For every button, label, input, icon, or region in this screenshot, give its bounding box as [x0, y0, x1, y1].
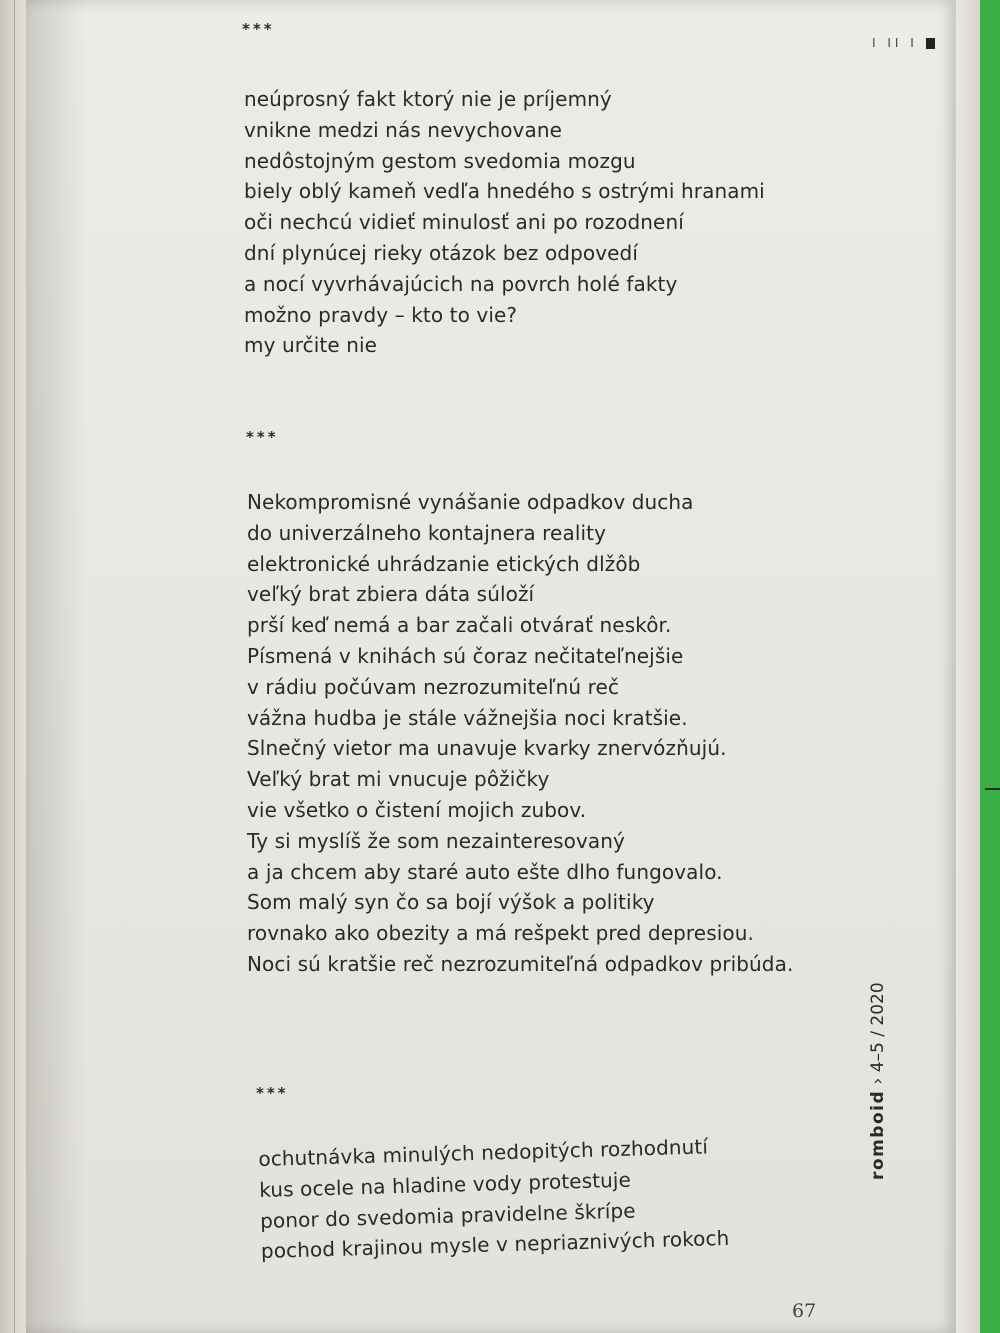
poem-line: prší keď nemá a bar začali otvárať neskôr. [247, 613, 672, 638]
print-marks [872, 36, 935, 50]
section-separator-2: *** [246, 428, 279, 446]
poem-line: a ja chcem aby staré auto ešte dlho fungovalo. [247, 859, 723, 884]
poem-line: a nocí vyvrhávajúcich na povrch holé fakty [244, 271, 678, 296]
poem-line: ochutnávka minulých nedopitých rozhodnutí [258, 1134, 709, 1171]
section-separator-1: *** [242, 20, 275, 38]
poem-line: oči nechcú vidieť minulosť ani po rozodnení [244, 210, 684, 235]
poem-line: veľký brat zbiera dáta súloží [247, 582, 535, 607]
poem-line: ponor do svedomia pravidelne škrípe [259, 1198, 636, 1233]
poem-line: do univerzálneho kontajnera reality [247, 520, 607, 545]
poem-line: my určite nie [244, 333, 378, 358]
poem-line: elektronické uhrádzanie etických dlžôb [247, 551, 641, 576]
poem-line: Písmená v knihách sú čoraz nečitateľnejšie [247, 643, 684, 668]
poem-line: Noci sú kratšie reč nezrozumiteľná odpadkov pribúda. [247, 951, 794, 976]
poem-line: Som malý syn čo sa bojí výšok a politiky [247, 890, 655, 915]
poem-line: vie všetko o čistení mojich zubov. [247, 797, 587, 822]
print-mark-block [926, 38, 935, 49]
journal-issue: › 4–5 / 2020 [868, 982, 888, 1085]
poem-stanza-3 [258, 1131, 730, 1267]
page-number: 67 [792, 1300, 817, 1322]
poem-line: vážna hudba je stále vážnejšia noci kratšie. [247, 705, 688, 730]
poem-line: Veľký brat mi vnucuje pôžičky [247, 767, 550, 792]
journal-name: romboid [868, 1089, 888, 1180]
poem-line: v rádiu počúvam nezrozumiteľnú reč [247, 674, 620, 699]
poem-line: Nekompromisné vynášanie odpadkov ducha [247, 490, 694, 514]
poem-line: rovnako ako obezity a má rešpekt pred depresiou. [247, 921, 754, 946]
poem-line: pochod krajinou mysle v nepriaznivých rokoch [260, 1226, 730, 1264]
journal-label [868, 982, 888, 1180]
gutter-shadow [26, 0, 86, 1333]
poem-line: biely oblý kameň vedľa hnedého s ostrými hranami [244, 179, 765, 204]
section-separator-3: *** [256, 1084, 289, 1102]
poem-stanza-1 [244, 84, 765, 361]
poem-line: Ty si myslíš že som nezainteresovaný [247, 828, 625, 853]
background-line [985, 788, 1000, 790]
print-marks-text: I II I [872, 36, 918, 50]
poem-line: neúprosný fakt ktorý nie je príjemný [244, 87, 612, 111]
poem-line: Slnečný vietor ma unavuje kvarky znervózňujú. [247, 736, 727, 761]
poem-line: vnikne medzi nás nevychovane [244, 117, 563, 142]
poem-line: možno pravdy – kto to vie? [244, 302, 518, 327]
poem-line: dní plynúcej rieky otázok bez odpovedí [244, 240, 639, 265]
poem-stanza-2 [247, 487, 793, 980]
poem-line: nedôstojným gestom svedomia mozgu [244, 148, 636, 173]
page-edge-line [14, 0, 15, 1333]
poem-line: kus ocele na hladine vody protestuje [258, 1167, 632, 1202]
